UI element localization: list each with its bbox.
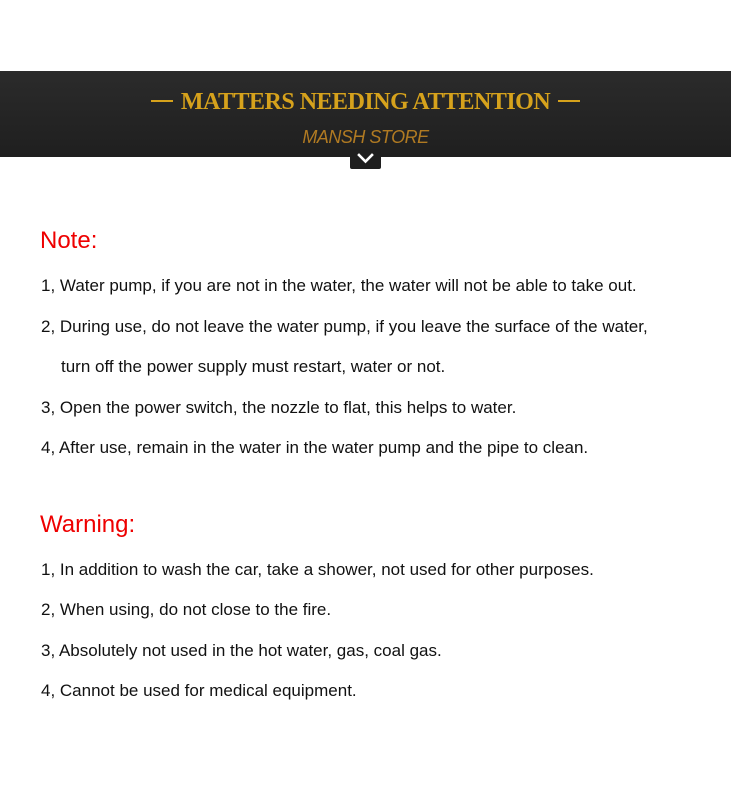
chevron-tab bbox=[350, 149, 381, 169]
title-dash-left bbox=[151, 100, 173, 102]
note-line-4: 4, After use, remain in the water in the water pump and the pipe to clean. bbox=[41, 438, 589, 457]
banner-title-row bbox=[0, 89, 731, 116]
banner-title: MATTERS NEEDING ATTENTION bbox=[180, 89, 551, 115]
warning-line-3: 3, Absolutely not used in the hot water, gas, coal gas. bbox=[41, 641, 442, 660]
warning-line-1: 1, In addition to wash the car, take a shower, not used for other purposes. bbox=[41, 560, 594, 579]
note-line-1: 1, Water pump, if you are not in the water, the water will not be able to take out. bbox=[41, 276, 637, 295]
title-dash-right bbox=[558, 100, 580, 102]
warning-line-2: 2, When using, do not close to the fire. bbox=[41, 600, 332, 619]
store-name: MANSH STORE bbox=[302, 127, 429, 147]
note-heading: Note: bbox=[40, 227, 98, 254]
attention-banner bbox=[0, 71, 731, 157]
note-line-2-continued: turn off the power supply must restart, water or not. bbox=[61, 357, 446, 376]
chevron-down-icon bbox=[357, 152, 374, 165]
note-line-3: 3, Open the power switch, the nozzle to flat, this helps to water. bbox=[41, 398, 517, 417]
warning-heading: Warning: bbox=[40, 511, 136, 538]
note-line-2: 2, During use, do not leave the water pump, if you leave the surface of the water, bbox=[41, 317, 648, 336]
warning-line-4: 4, Cannot be used for medical equipment. bbox=[41, 681, 357, 700]
